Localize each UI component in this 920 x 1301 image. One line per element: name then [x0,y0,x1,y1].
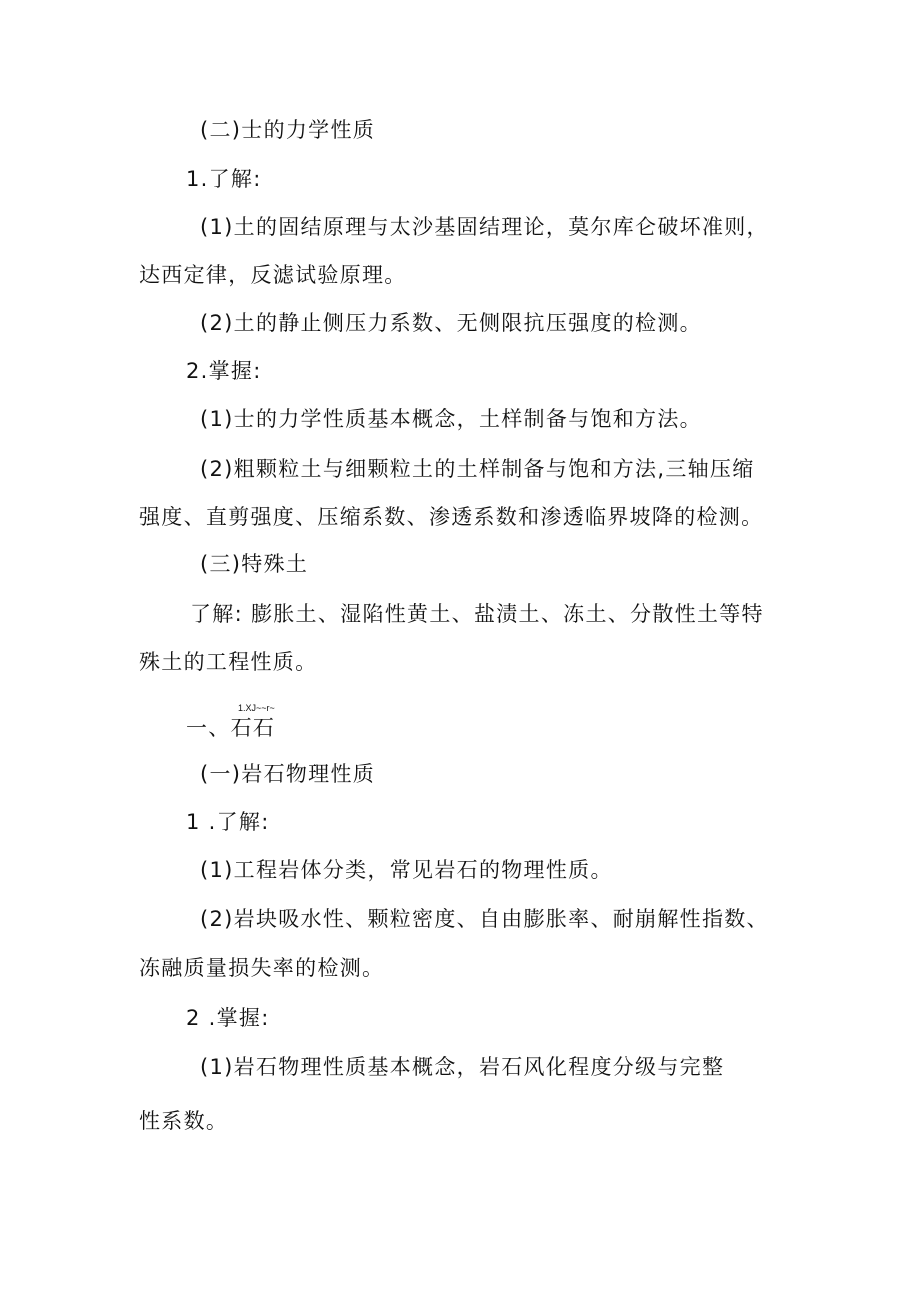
section-heading-soil-mechanics: (二)士的力学性质 [200,118,376,142]
chapter-heading-rock: 一、石石 [186,716,276,740]
section-heading-rock-physical: (一)岩石物理性质 [200,762,376,786]
master-label: 2 .掌握: [186,1006,270,1030]
paragraph-line: (2)粗颗粒土与细颗粒土的土样制备与饱和方法,三轴压缩 [200,457,755,481]
paragraph-line: (1)土的固结原理与太沙基固结理论，莫尔库仑破坏准则， [200,215,769,239]
paragraph-line: 达西定律，反滤试验原理。 [139,263,407,287]
understand-label: 1 .了解: [186,810,270,834]
paragraph-line: (2)岩块吸水性、颗粒密度、自由膨胀率、耐崩解性指数、 [200,907,769,931]
paragraph-line: (1)工程岩体分类，常见岩石的物理性质。 [200,858,613,882]
paragraph-line: 殊土的工程性质。 [139,650,318,674]
paragraph-line: 强度、直剪强度、压缩系数、渗透系数和渗透临界坡降的检测。 [139,505,764,529]
master-label: 2.掌握: [186,359,262,383]
paragraph-line: 性系数。 [139,1109,229,1133]
paragraph-line: (1)士的力学性质基本概念，土样制备与饱和方法。 [200,407,702,431]
section-heading-special-soil: (三)特殊土 [200,552,309,576]
paragraph-line: (2)土的静止侧压力系数、无侧限抗压强度的检测。 [200,311,702,335]
paragraph-line: 冻融质量损失率的检测。 [139,956,385,980]
paragraph-line: (1)岩石物理性质基本概念，岩石风化程度分级与完整 [200,1055,725,1079]
scan-artifact-text: 1.XJ~~r~ [238,703,275,713]
understand-label: 1.了解: [186,167,262,191]
paragraph-line: 了解: 膨胀土、湿陷性黄土、盐渍土、冻土、分散性土等特 [190,602,764,626]
